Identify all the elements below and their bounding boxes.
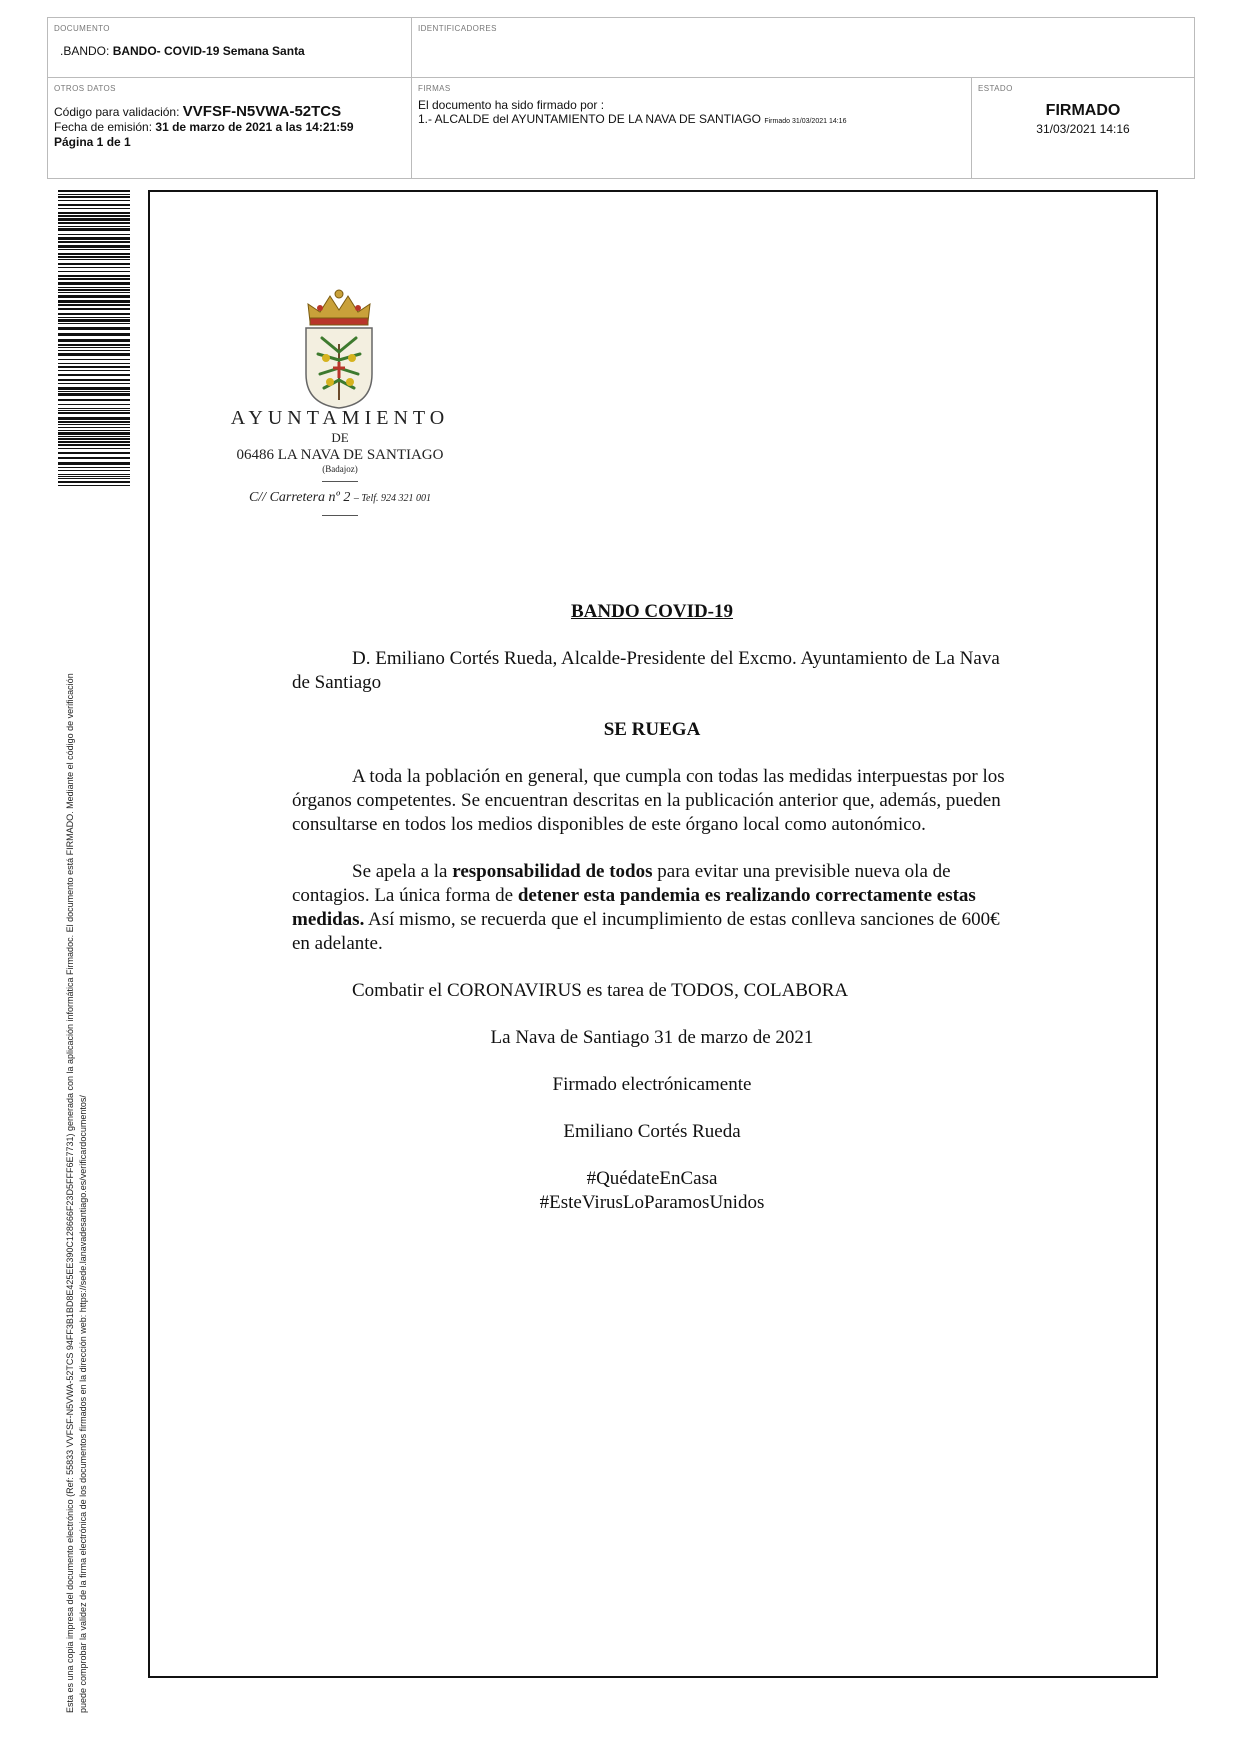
letterhead-address-line bbox=[210, 488, 470, 509]
firmas-line2: 1.- ALCALDE del AYUNTAMIENTO DE LA NAVA DE SANTIAGO bbox=[418, 112, 761, 126]
signed-electronically: Firmado electrónicamente bbox=[552, 1074, 752, 1095]
paragraph-3: Combatir el CORONAVIRUS es tarea de TODOS, COLABORA bbox=[352, 980, 849, 1001]
barcode-icon bbox=[58, 190, 130, 486]
letterhead-phone: – Telf. 924 321 001 bbox=[353, 493, 432, 504]
otros-datos-label: OTROS DATOS bbox=[54, 84, 116, 93]
fecha-value: 31 de marzo de 2021 a las 14:21:59 bbox=[155, 120, 354, 134]
otros-datos-cell bbox=[48, 78, 412, 178]
document-header bbox=[47, 17, 1195, 179]
hashtag-virus: #EsteVirusLoParamosUnidos bbox=[539, 1192, 765, 1213]
place-date: La Nava de Santiago 31 de marzo de 2021 bbox=[490, 1027, 814, 1048]
p2-text-e: Así mismo, se recuerda que el incumplimiento de estas conlleva sanciones de 600€ en adelante. bbox=[292, 909, 1000, 954]
fecha-emision bbox=[54, 120, 354, 135]
estado-cell bbox=[972, 78, 1194, 178]
letterhead bbox=[210, 406, 470, 522]
codigo-value: VVFSF-N5VWA-52TCS bbox=[182, 103, 342, 120]
letterhead-ayuntamiento: AYUNTAMIENTO bbox=[230, 407, 450, 429]
documento-value bbox=[60, 44, 305, 58]
letterhead-de: DE bbox=[331, 430, 349, 445]
hashtag-quedate: #QuédateEnCasa bbox=[586, 1168, 718, 1189]
codigo-label: Código para validación: bbox=[54, 105, 180, 119]
estado-label: ESTADO bbox=[978, 84, 1013, 93]
document-body bbox=[292, 600, 1012, 1215]
verification-note bbox=[64, 483, 90, 1713]
p2-bold-d: detener esta pandemia es realizando correctamente estas medidas. bbox=[292, 885, 976, 930]
bando-title: BANDO COVID-19 bbox=[570, 601, 734, 622]
identificadores-cell bbox=[412, 18, 1194, 78]
documento-cell bbox=[48, 18, 412, 78]
paragraph-2 bbox=[292, 860, 1012, 956]
paragraph-1: A toda la población en general, que cumpla con todas las medidas interpuestas por los órganos competentes. Se encuentran descritas en la publicación anterior que, además, pueden consultarse en todos los medios disponibles de este órgano local como autonómico. bbox=[292, 766, 1005, 835]
coat-of-arms-icon bbox=[300, 282, 378, 410]
estado-value: FIRMADO bbox=[1045, 102, 1121, 119]
codigo-validacion bbox=[54, 104, 354, 120]
identificadores-label: IDENTIFICADORES bbox=[418, 24, 497, 33]
letterhead-divider-bottom bbox=[322, 515, 358, 516]
firmas-line1: El documento ha sido firmado por : bbox=[418, 98, 605, 112]
verification-note-line2: puede comprobar la validez de la firma electrónica de los documentos firmados en la dirección web: https://sede.lanavadesantiago.es/verificardocumentos/ bbox=[78, 1095, 88, 1713]
verification-note-line1: Esta es una copia impresa del documento electrónico (Ref: 55833 VVFSF-N5VWA-52TCS 94FF3B1BD8E425EE390C128666F23D5FFF6E7731) generada con la aplicación informática Firmadoc. El documento está FIRMADO. Mediante el código de verificación bbox=[65, 673, 75, 1713]
estado-date: 31/03/2021 14:16 bbox=[1036, 122, 1130, 136]
signer-name: Emiliano Cortés Rueda bbox=[563, 1121, 741, 1142]
p2-text-a: Se apela a la bbox=[352, 861, 453, 882]
fecha-label: Fecha de emisión: bbox=[54, 120, 153, 134]
p2-text-c: para evitar una previsible nueva ola de contagios. La única forma de bbox=[292, 861, 951, 906]
pagina: Página 1 de 1 bbox=[54, 135, 131, 149]
letterhead-address: C// Carretera nº 2 bbox=[248, 490, 351, 505]
letterhead-divider bbox=[322, 481, 358, 482]
letterhead-town: 06486 LA NAVA DE SANTIAGO bbox=[236, 447, 444, 463]
p2-bold-b: responsabilidad de todos bbox=[452, 861, 653, 882]
se-ruega-heading: SE RUEGA bbox=[603, 719, 701, 740]
firmas-label: FIRMAS bbox=[418, 84, 451, 93]
documento-name: BANDO- COVID-19 Semana Santa bbox=[112, 44, 305, 58]
intro-paragraph: D. Emiliano Cortés Rueda, Alcalde-Presidente del Excmo. Ayuntamiento de La Nava de Santiago bbox=[292, 648, 1000, 693]
firmas-cell bbox=[412, 78, 972, 178]
documento-label: DOCUMENTO bbox=[54, 24, 110, 33]
documento-prefix: .BANDO: bbox=[60, 44, 110, 58]
letterhead-province: (Badajoz) bbox=[322, 464, 358, 474]
firmas-date-small: Firmado 31/03/2021 14:16 bbox=[764, 118, 847, 125]
